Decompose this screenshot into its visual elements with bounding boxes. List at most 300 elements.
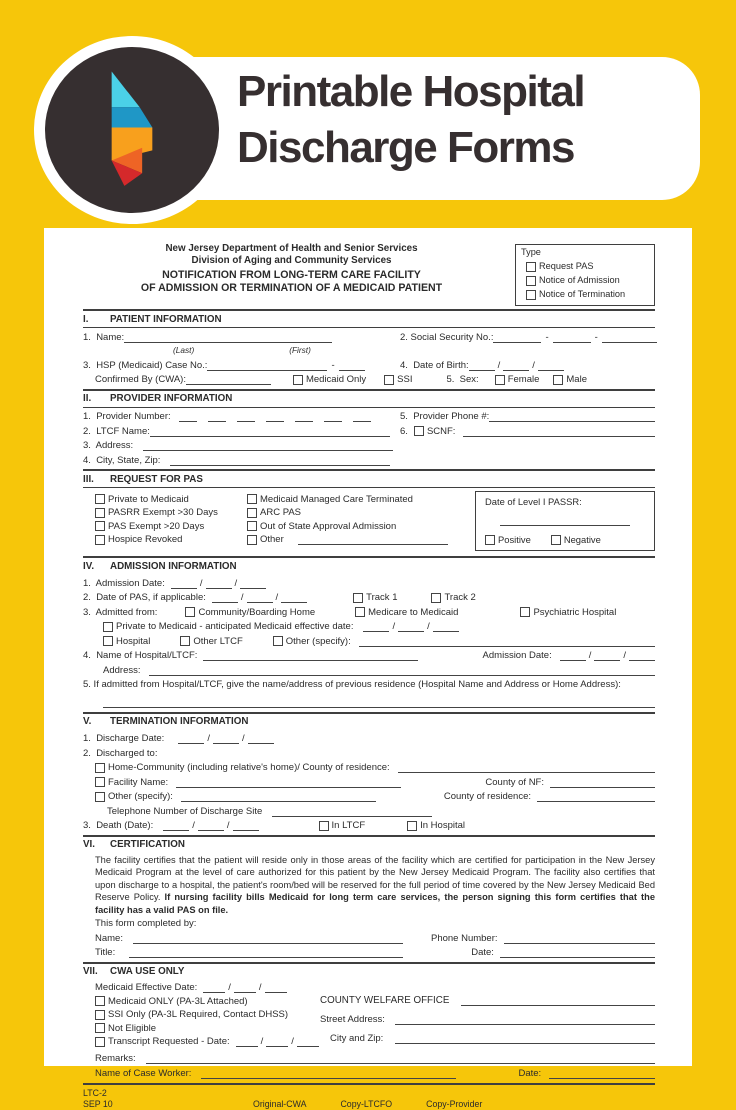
section-title — [83, 391, 655, 408]
option-negative — [551, 534, 601, 545]
effective-date-day — [398, 622, 424, 632]
option-male — [553, 374, 587, 385]
slash: / — [241, 733, 245, 744]
slash: / — [260, 1036, 264, 1048]
checkbox-track-1[interactable] — [353, 593, 363, 603]
section-numeral: VII. — [83, 966, 98, 978]
checkbox-transcript-requested[interactable] — [95, 1037, 105, 1047]
pas-options-column-1 — [95, 491, 247, 551]
checkbox-scnf[interactable] — [414, 426, 424, 436]
section-title-text: CERTIFICATION — [110, 839, 185, 850]
effective-date-month — [363, 622, 389, 632]
row-hospital-other — [103, 636, 655, 647]
cert-phone-line — [504, 934, 655, 944]
provider-number-line — [324, 412, 342, 422]
dash: - — [594, 331, 598, 343]
row-ltcf-scnf — [83, 426, 655, 437]
option-medicaid-only-pa3l — [95, 996, 320, 1007]
checkbox-negative[interactable] — [551, 535, 561, 545]
checkbox-psychiatric-hospital[interactable] — [520, 607, 530, 617]
option-label: ARC PAS — [260, 507, 302, 518]
previous-residence-line — [103, 698, 655, 708]
cert-date-label: Date: — [471, 947, 494, 959]
pas-date-day — [247, 593, 273, 603]
certification-bold-text: If nursing facility bills Medicaid for long term care services, the person signing this form certifies that the facility has a valid PAS on file. — [95, 892, 655, 915]
row-confirmed-sex — [83, 374, 655, 385]
street-address-line — [395, 1015, 655, 1025]
form-header-center — [83, 243, 500, 295]
slash: / — [427, 621, 430, 632]
option-track2 — [431, 592, 475, 603]
checkbox-request-pas[interactable] — [526, 262, 536, 272]
option-label: In LTCF — [331, 820, 366, 831]
option-scnf — [414, 426, 456, 437]
slash: / — [497, 359, 501, 371]
copy-distribution — [253, 1099, 482, 1110]
admission-date2-year — [629, 651, 655, 661]
option-label: SCNF: — [426, 425, 456, 437]
option-private-to-medicaid — [95, 494, 247, 505]
row-admission-date — [83, 578, 655, 589]
row-name-sublabels — [83, 345, 655, 356]
scnf-numeral: 6. — [400, 425, 408, 437]
provider-phone-line — [489, 412, 655, 422]
option-in-ltcf — [319, 820, 366, 831]
checkbox-track-2[interactable] — [431, 593, 441, 603]
option-managed-care-terminated — [247, 494, 475, 505]
admitted-from-label: 3. Admitted from: — [83, 606, 158, 618]
option-female — [495, 374, 540, 385]
row-name-ssn — [83, 332, 655, 343]
sex-label: 5. Sex: — [446, 374, 479, 385]
checkbox-hospital[interactable] — [103, 636, 113, 646]
row-cert-name-phone — [95, 933, 655, 944]
admission-date2-label: Admission Date: — [482, 650, 552, 661]
cert-title-line — [129, 948, 403, 958]
checkbox-private-to-medicaid-admit[interactable] — [103, 622, 113, 632]
section-title — [83, 714, 655, 730]
admission-date2-day — [594, 651, 620, 661]
row-other-specify — [95, 791, 655, 802]
cert-name-label: Name: — [95, 932, 123, 944]
city-state-zip-label: 4. City, State, Zip: — [83, 454, 161, 466]
row-facility-name — [95, 777, 655, 788]
option-label: Female — [507, 374, 540, 385]
section-termination-information — [83, 712, 655, 832]
pas-date-label: 2. Date of PAS, if applicable: — [83, 592, 206, 603]
effective-day-line — [234, 983, 256, 993]
type-option-label: Notice of Termination — [539, 289, 626, 299]
option-label: Other LTCF — [193, 635, 243, 647]
option-other-specify — [273, 636, 351, 647]
option-label: Out of State Approval Admission — [260, 520, 397, 532]
option-label: Male — [566, 374, 587, 385]
section-title — [83, 471, 655, 488]
option-facility-name — [95, 777, 168, 788]
row-hospital-address — [103, 665, 655, 676]
section-title-text: CWA USE ONLY — [110, 966, 185, 978]
checkbox-hospice-revoked[interactable] — [95, 535, 105, 545]
form-document — [44, 228, 692, 1109]
checkbox-facility-name[interactable] — [95, 777, 105, 787]
last-sublabel: (Last) — [173, 345, 195, 355]
checkbox-home-community[interactable] — [95, 763, 105, 773]
transcript-year-line — [297, 1037, 319, 1047]
passr-box — [475, 491, 655, 551]
row-remarks — [95, 1053, 655, 1064]
option-label: Other (specify): — [285, 635, 351, 647]
section-certification — [83, 835, 655, 959]
type-option-label: Notice of Admission — [539, 275, 620, 285]
checkbox-other-specify[interactable] — [273, 636, 283, 646]
row-discharge-date — [83, 733, 655, 744]
option-label: Community/Boarding Home — [198, 606, 316, 618]
slash: / — [392, 621, 396, 632]
option-transcript-requested — [95, 1036, 320, 1047]
checkbox-not-eligible[interactable] — [95, 1023, 105, 1033]
dob-day-line — [503, 361, 529, 371]
provider-number-line — [237, 412, 255, 422]
name-of-hospital-label: 4. Name of Hospital/LTCF: — [83, 650, 198, 661]
option-label: Medicare to Medicaid — [368, 606, 459, 618]
row-address — [83, 440, 655, 451]
banner-title-line2: Discharge Forms — [237, 123, 574, 172]
option-label: Medicaid Only — [305, 374, 367, 385]
row-death-date — [83, 820, 655, 831]
row-name-of-hospital — [83, 650, 655, 661]
name-line — [124, 333, 332, 343]
checkbox-ssi[interactable] — [384, 375, 394, 385]
death-date-day — [198, 821, 224, 831]
pas-options-column-2 — [247, 491, 475, 551]
remarks-line — [146, 1054, 655, 1064]
option-label: Private to Medicaid - anticipated Medicaid effective date: — [116, 621, 354, 632]
effective-year-line — [265, 983, 287, 993]
ssn-line-3 — [602, 333, 657, 343]
option-label: Private to Medicaid — [108, 493, 189, 505]
row-completed-by — [95, 918, 655, 929]
option-hospital — [103, 636, 150, 647]
cwa-date-label: Date: — [518, 1067, 542, 1079]
provider-number-line — [295, 412, 313, 422]
option-label: Medicaid Managed Care Terminated — [260, 493, 413, 505]
request-pas-body — [83, 491, 655, 551]
type-option-notice-termination — [526, 289, 649, 300]
section-admission-information — [83, 556, 655, 708]
hospital-address-label: Address: — [103, 664, 141, 676]
slash: / — [228, 982, 231, 994]
cert-name-line — [133, 934, 403, 944]
option-label: Home-Community (including relative's home)/ County of residence: — [108, 762, 390, 773]
completed-by-label: This form completed by: — [95, 918, 197, 930]
dob-label: 4. Date of Birth: — [400, 359, 469, 371]
hsp-case-suffix-line — [339, 361, 365, 371]
scnf-line — [463, 427, 655, 437]
address-label: 3. Address: — [83, 440, 134, 451]
checkbox-notice-of-admission[interactable] — [526, 276, 536, 286]
confirmed-by-label: Confirmed By (CWA): — [95, 374, 186, 385]
checkbox-community-boarding-home[interactable] — [185, 607, 195, 617]
other-pas-line — [298, 535, 448, 545]
option-label: Not Eligible — [108, 1022, 157, 1034]
section-provider-information — [83, 389, 655, 466]
checkbox-other-pas[interactable] — [247, 535, 257, 545]
other-discharge-line — [181, 792, 376, 802]
admission-date-year — [240, 579, 266, 589]
transcript-day-line — [266, 1037, 288, 1047]
ssn-line-2 — [553, 333, 591, 343]
admission-date2-month — [560, 651, 586, 661]
discharge-date-month — [178, 734, 204, 744]
option-positive — [485, 534, 531, 545]
checkbox-managed-care-terminated[interactable] — [247, 494, 257, 504]
telephone-discharge-line — [272, 807, 432, 817]
checkbox-medicaid-only[interactable] — [293, 375, 303, 385]
type-box-label: Type — [521, 247, 541, 257]
row-city-state-zip — [83, 455, 655, 466]
option-label: SSI — [397, 374, 413, 385]
option-label: Facility Name: — [108, 776, 169, 788]
section-numeral: I. — [83, 313, 89, 325]
logo — [34, 36, 230, 224]
remarks-label: Remarks: — [95, 1053, 136, 1065]
name-of-hospital-line — [203, 651, 418, 661]
checkbox-medicaid-only-pa3l[interactable] — [95, 996, 105, 1006]
provider-number-line — [353, 412, 371, 422]
form-number: LTC-2 — [83, 1087, 107, 1098]
checkbox-pas-exempt-20[interactable] — [95, 521, 105, 531]
case-worker-line — [201, 1069, 456, 1079]
section-numeral: II. — [83, 393, 92, 404]
pas-date-month — [212, 593, 238, 603]
address-line — [143, 441, 393, 451]
option-label: SSI Only (PA-3L Required, Contact DHSS) — [108, 1009, 289, 1021]
option-track1 — [353, 592, 397, 603]
slash: / — [258, 982, 262, 994]
agency-line1: New Jersey Department of Health and Senior Services — [165, 243, 418, 254]
section-title — [83, 837, 655, 853]
type-option-label: Request PAS — [539, 261, 594, 271]
section-numeral: V. — [83, 716, 92, 727]
passr-date-line — [500, 516, 630, 526]
checkbox-pasrr-exempt-30[interactable] — [95, 508, 105, 518]
checkbox-in-hospital[interactable] — [407, 821, 417, 831]
section-title-text: ADMISSION INFORMATION — [110, 560, 237, 572]
confirmed-by-line — [186, 375, 271, 385]
discharge-date-year — [248, 734, 274, 744]
discharge-date-label: 1. Discharge Date: — [83, 733, 165, 744]
death-date-year — [233, 821, 259, 831]
option-label: Other (specify): — [108, 791, 173, 802]
option-label: In Hospital — [420, 820, 466, 831]
admission-date-label: 1. Admission Date: — [83, 577, 165, 589]
option-not-eligible — [95, 1023, 320, 1034]
option-label: Positive — [498, 534, 531, 545]
option-label: Transcript Requested - Date: — [108, 1036, 230, 1048]
logo-icon — [96, 69, 168, 191]
transcript-month-line — [236, 1037, 258, 1047]
section-numeral: III. — [83, 473, 94, 485]
street-address-label: Street Address: — [320, 1013, 385, 1025]
dash: - — [331, 359, 335, 371]
provider-number-line — [266, 412, 284, 422]
cwa-date-line — [549, 1069, 655, 1079]
checkbox-ssi-only-pa3l[interactable] — [95, 1010, 105, 1020]
certification-paragraph — [95, 854, 655, 917]
checkbox-medicare-to-medicaid[interactable] — [355, 607, 365, 617]
medicaid-effective-date-label: Medicaid Effective Date: — [95, 982, 198, 994]
agency-line2: Division of Aging and Community Services — [191, 255, 392, 266]
city-state-zip-line — [170, 456, 390, 466]
row-discharged-to — [83, 748, 655, 759]
cwa-body — [83, 980, 655, 1050]
option-arc-pas — [247, 507, 475, 518]
type-option-notice-admission — [526, 275, 649, 286]
form-title-line1: NOTIFICATION FROM LONG-TERM CARE FACILITY — [162, 269, 421, 281]
county-welfare-office-line — [461, 996, 655, 1006]
option-ssi-only-pa3l — [95, 1009, 320, 1020]
provider-number-label: 1. Provider Number: — [83, 411, 171, 422]
checkbox-in-ltcf[interactable] — [319, 821, 329, 831]
option-label: Hospital — [116, 635, 151, 647]
option-out-of-state — [247, 521, 475, 532]
option-other — [247, 534, 475, 545]
section-title — [83, 558, 655, 574]
county-of-residence-line — [537, 792, 655, 802]
other-specify-line — [359, 637, 655, 647]
type-box — [515, 244, 655, 306]
effective-month-line — [203, 983, 225, 993]
option-label: Medicaid ONLY (PA-3L Attached) — [108, 995, 248, 1007]
effective-date-year — [433, 622, 459, 632]
dash: - — [545, 331, 549, 343]
form-header — [83, 243, 655, 309]
row-home-community — [95, 762, 655, 773]
row-street-address — [320, 1014, 655, 1025]
option-pasrr-exempt — [95, 507, 247, 518]
checkbox-male[interactable] — [553, 375, 563, 385]
county-welfare-office-label: COUNTY WELFARE OFFICE — [320, 994, 450, 1006]
checkbox-private-to-medicaid[interactable] — [95, 494, 105, 504]
option-community-boarding — [185, 607, 315, 618]
admission-date-day — [206, 579, 232, 589]
slash: / — [588, 650, 592, 661]
form-footer — [83, 1083, 655, 1110]
home-county-line — [398, 763, 655, 773]
row-cert-title-date — [95, 947, 655, 958]
section-title-text: TERMINATION INFORMATION — [110, 716, 249, 727]
row-city-and-zip — [330, 1033, 655, 1044]
form-revision: SEP 10 — [83, 1098, 113, 1109]
checkbox-female[interactable] — [495, 375, 505, 385]
option-psychiatric-hospital — [520, 607, 616, 618]
death-date-label: 3. Death (Date): — [83, 820, 154, 831]
option-hospice-revoked — [95, 534, 247, 545]
slash: / — [532, 359, 535, 371]
previous-residence-label: 5. If admitted from Hospital/LTCF, give the name/address of previous residence (Hospital Name and Address or Home Address): — [83, 679, 621, 690]
cert-date-line — [500, 948, 655, 958]
slash: / — [275, 592, 279, 603]
option-in-hospital — [407, 820, 465, 831]
type-option-request-pas — [526, 261, 649, 272]
option-label: PASRR Exempt >30 Days — [108, 507, 218, 518]
section-numeral: IV. — [83, 560, 95, 572]
section-numeral: VI. — [83, 839, 95, 850]
slash: / — [199, 577, 203, 589]
city-and-zip-line — [395, 1034, 655, 1044]
cert-title-label: Title: — [95, 947, 116, 959]
city-and-zip-label: City and Zip: — [330, 1032, 384, 1044]
row-case-dob — [83, 360, 655, 371]
checkbox-other-ltcf[interactable] — [180, 636, 190, 646]
slash: / — [623, 650, 626, 661]
option-pas-exempt — [95, 521, 247, 532]
checkbox-other-discharge[interactable] — [95, 792, 105, 802]
hospital-address-line — [149, 666, 656, 676]
section-title-text: REQUEST FOR PAS — [110, 473, 203, 485]
discharged-to-label: 2. Discharged to: — [83, 747, 158, 759]
telephone-discharge-label: Telephone Number of Discharge Site — [107, 805, 263, 817]
county-of-residence-label: County of residence: — [443, 791, 531, 802]
checkbox-arc-pas[interactable] — [247, 508, 257, 518]
hsp-case-label: 3. HSP (Medicaid) Case No.: — [83, 359, 208, 371]
checkbox-notice-of-termination[interactable] — [526, 290, 536, 300]
row-pas-date — [83, 592, 655, 603]
provider-phone-label: 5. Provider Phone #: — [400, 411, 490, 422]
option-other-discharge — [95, 791, 173, 802]
banner-title-line1: Printable Hospital — [237, 67, 585, 116]
passr-options — [485, 534, 645, 545]
form-title-line2: OF ADMISSION OR TERMINATION OF A MEDICAID PATIENT — [140, 282, 443, 294]
option-label: Psychiatric Hospital — [533, 606, 617, 618]
row-previous-residence — [83, 679, 655, 690]
option-home-community — [95, 762, 390, 773]
option-label: Track 2 — [444, 592, 476, 603]
pas-date-year — [281, 593, 307, 603]
row-provider-number-phone — [83, 411, 655, 422]
option-private-anticipated — [103, 621, 353, 632]
certification-text: The facility certifies that the patient will reside only in those areas of the facility which are certified for participation in the New Jersey Medicaid Program at the level of care authorized for this patient by the New Jersey Medicaid Program. The facility also certifies that upon discharge to a hospital, the patient's room/bed will be reserved for the full period of time covered by the New Jersey Medicaid Bed Reserve Policy. — [95, 854, 655, 903]
row-private-to-medicaid-date — [103, 621, 655, 632]
slash: / — [291, 1036, 294, 1048]
case-worker-label: Name of Case Worker: — [95, 1067, 192, 1079]
row-telephone-discharge — [107, 806, 655, 817]
discharge-date-day — [213, 734, 239, 744]
banner-title — [237, 64, 584, 176]
county-of-nf-label: County of NF: — [485, 776, 544, 788]
checkbox-out-of-state-approval[interactable] — [247, 521, 257, 531]
section-title — [83, 964, 655, 980]
ssn-line-1 — [493, 333, 541, 343]
checkbox-positive[interactable] — [485, 535, 495, 545]
option-medicaid-only — [293, 374, 366, 385]
option-other-ltcf — [180, 636, 242, 647]
option-label: Hospice Revoked — [108, 534, 183, 545]
dob-month-line — [469, 361, 495, 371]
cwa-right-column — [320, 980, 655, 1044]
slash: / — [240, 592, 244, 603]
county-of-nf-line — [550, 778, 655, 788]
section-request-for-pas — [83, 469, 655, 551]
copy-ltcfo: Copy-LTCFO — [340, 1098, 393, 1109]
death-date-month — [163, 821, 189, 831]
facility-name-line — [176, 778, 401, 788]
ltcf-name-label: 2. LTCF Name: — [83, 425, 150, 437]
cert-phone-label: Phone Number: — [430, 932, 498, 944]
option-label: Track 1 — [366, 592, 398, 603]
slash: / — [192, 820, 195, 831]
ssn-label: 2. Social Security No.: — [400, 331, 494, 343]
